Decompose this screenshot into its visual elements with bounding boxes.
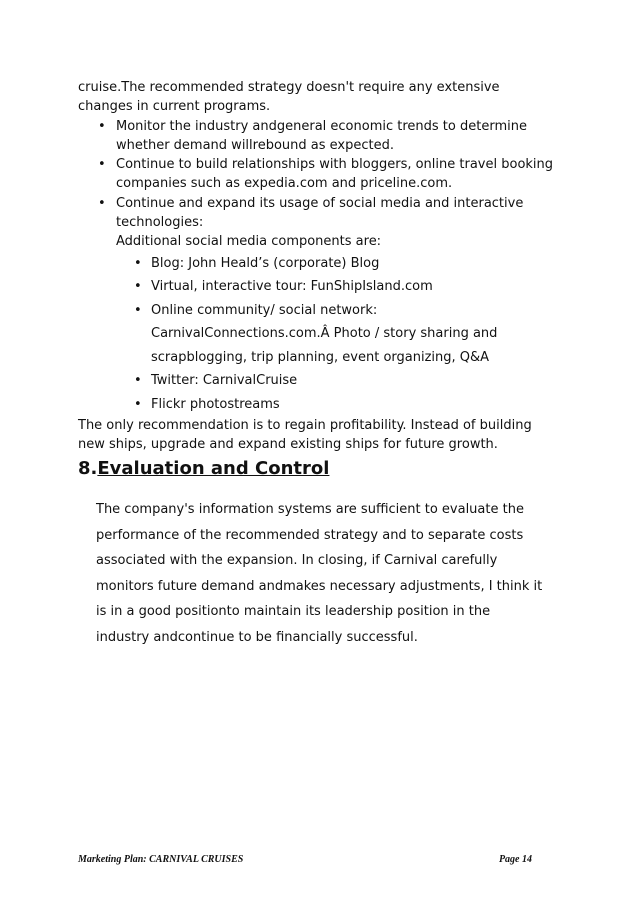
list-item-text: Flickr photostreams — [151, 396, 280, 412]
page-footer — [78, 854, 532, 865]
recommendation-list — [78, 117, 558, 233]
list-item — [78, 275, 558, 299]
list-item — [78, 117, 558, 156]
list-item — [78, 299, 558, 370]
body-text-block — [78, 78, 558, 455]
list-item-text: Blog: John Heald’s (corporate) Blog — [151, 255, 380, 271]
list-item — [78, 252, 558, 276]
list-item-text: Continue to build relationships with bloggers, online travel booking companies such as expedia.com and priceline.com. — [116, 157, 554, 192]
list-item-text: Continue and expand its usage of social media and interactive technologies: — [116, 195, 524, 231]
section-number: 8. — [78, 458, 98, 479]
bullet-icon: • — [98, 195, 106, 211]
bullet-icon: • — [98, 157, 106, 173]
intro-paragraph: cruise.The recommended strategy doesn't require any extensive changes in current programs. — [78, 80, 500, 115]
social-media-intro: Additional social media components are: — [116, 234, 382, 250]
list-item-text: Monitor the industry andgeneral economic trends to determine whether demand willrebound as expected. — [116, 118, 527, 153]
section-heading — [78, 458, 329, 479]
social-media-list — [78, 252, 558, 417]
list-item-text: Twitter: CarnivalCruise — [151, 373, 298, 389]
bullet-icon: • — [134, 302, 142, 318]
list-item — [78, 369, 558, 393]
footer-page-number: Page 14 — [498, 854, 532, 865]
list-item — [78, 155, 558, 194]
list-item — [78, 194, 558, 233]
section-title: Evaluation and Control — [97, 458, 330, 479]
footer-document-title: Marketing Plan: CARNIVAL CRUISES — [78, 854, 244, 865]
bullet-icon: • — [134, 373, 142, 389]
bullet-icon: • — [134, 255, 142, 271]
bullet-icon: • — [134, 396, 142, 412]
bullet-icon: • — [134, 279, 142, 295]
list-item-text: Virtual, interactive tour: FunShipIsland.com — [151, 279, 433, 295]
list-item-text: Online community/ social network: CarnivalConnections.com.Â Photo / story sharing and scrapblogging, trip planning, event organizing, Q&A — [151, 302, 498, 365]
section-body-paragraph: The company's information systems are sufficient to evaluate the performance of the recommended strategy and to separate costs associated with the expansion. In closing, if Carnival carefully monitors future demand andmakes necessary adjustments, I think it is in a good positionto maintain its leadership position in the industry andcontinue to be financially successful. — [96, 502, 543, 645]
bullet-icon: • — [98, 118, 106, 134]
list-item — [78, 393, 558, 417]
conclusion-paragraph: The only recommendation is to regain profitability. Instead of building new ships, upgrade and expand existing ships for future growth. — [78, 418, 532, 453]
